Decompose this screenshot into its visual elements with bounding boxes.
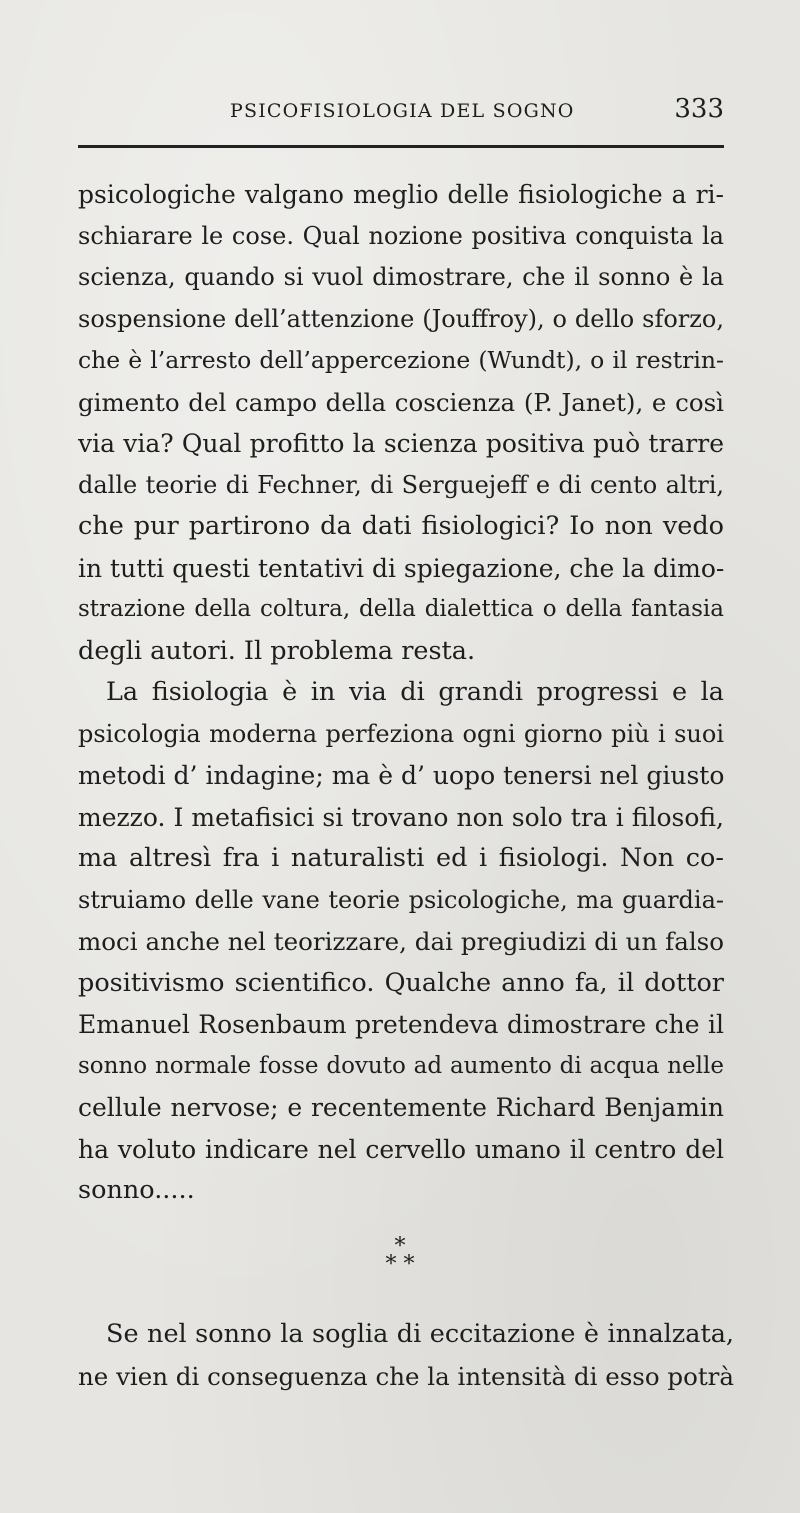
running-title: PSICOFISIOLOGIA DEL SOGNO: [230, 100, 575, 122]
text-line: gimento del campo della coscienza (P. Janet), e così: [78, 387, 724, 417]
text-line: cellule nervose; e recentemente Richard Benjamin: [78, 1093, 724, 1122]
text-line: ne vien di conseguenza che la intensità di esso potrà: [78, 1361, 734, 1391]
text-line: che è l’arresto dell’appercezione (Wundt), o il restrin-: [78, 346, 724, 374]
text-line: ha voluto indicare nel cervello umano il centro del: [78, 1134, 724, 1164]
text-line: La fisiologia è in via di grandi progressi e la: [106, 677, 724, 707]
text-line: struiamo delle vane teorie psicologiche, ma guardia-: [78, 885, 724, 914]
body-text-continued: [78, 1314, 734, 1397]
page-header: [78, 92, 724, 132]
text-line: positivismo scientifico. Qualche anno fa, il dottor: [78, 967, 724, 998]
header-rule: [78, 145, 724, 148]
text-line: degli autori. Il problema resta.: [78, 635, 476, 666]
text-line: mezzo. I metafisici si trovano non solo tra i filosofi,: [78, 802, 724, 832]
text-line: via via? Qual profitto la scienza positiva può trarre: [78, 429, 724, 458]
text-line: psicologia moderna perfeziona ogni giorno più i suoi: [78, 719, 724, 748]
text-line: Se nel sonno la soglia di eccitazione è innalzata,: [106, 1319, 734, 1349]
text-line: dalle teorie di Fechner, di Serguejeff e di cento altri,: [78, 470, 724, 499]
text-line: sonno.....: [78, 1175, 195, 1205]
text-line: scienza, quando si vuol dimostrare, che il sonno è la: [78, 263, 724, 291]
section-asterism: [370, 1234, 430, 1277]
text-line: sonno normale fosse dovuto ad aumento di acqua nelle: [78, 1052, 724, 1079]
text-line: moci anche nel teorizzare, dai pregiudizi di un falso: [78, 927, 724, 956]
text-line: che pur partirono da dati fisiologici? Io non vedo: [78, 511, 724, 541]
text-line: metodi d’ indagine; ma è d’ uopo tenersi nel giusto: [78, 761, 725, 790]
text-line: strazione della coltura, della dialettica o della fantasia: [78, 596, 724, 622]
text-line: Emanuel Rosenbaum pretendeva dimostrare che il: [78, 1010, 724, 1039]
asterism-bottom: * *: [385, 1252, 415, 1277]
text-line: psicologiche valgano meglio delle fisiologiche a ri-: [78, 180, 724, 209]
text-line: ma altresì fra i naturalisti ed i fisiologi. Non co-: [78, 843, 724, 873]
body-text: [78, 174, 724, 1212]
text-line: in tutti questi tentativi di spiegazione, che la dimo-: [78, 553, 725, 583]
text-line: sospensione dell’attenzione (Jouffroy), o dello sforzo,: [78, 304, 724, 333]
page-number: 333: [674, 94, 724, 124]
text-line: schiarare le cose. Qual nozione positiva conquista la: [78, 221, 724, 250]
asterism-top: *: [394, 1234, 406, 1259]
